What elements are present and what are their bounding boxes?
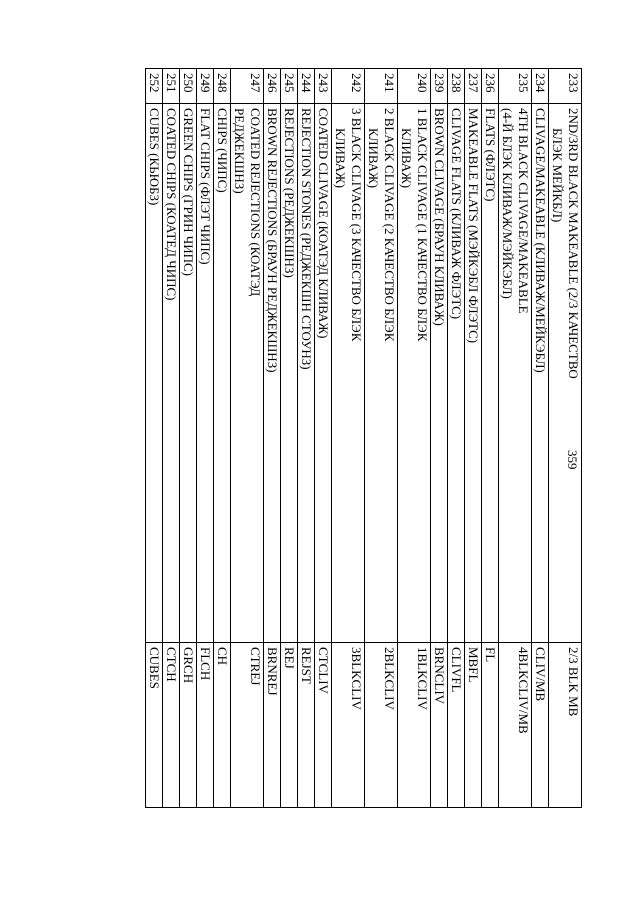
row-number: 252 (146, 69, 163, 104)
item-name: CLIVAGE FLATS (КЛИВАЖ ФЛЭТС) (448, 104, 465, 643)
empty-cell (549, 69, 566, 104)
row-number: 233 (565, 69, 582, 104)
item-code: 4BLKCLIV/MB (515, 643, 532, 808)
item-name: 2 BLACK CLIVAGE (2 КАЧЕСТВО БЛЭК (381, 104, 398, 643)
item-code: FLCH (197, 643, 214, 808)
empty-cell (499, 643, 516, 808)
table-row (315, 69, 332, 808)
row-number: 239 (431, 69, 448, 104)
item-name-continuation: РЕДЖЕКШНЗ) (231, 104, 248, 643)
item-code: 3BLKCLIV (348, 643, 365, 808)
table-row-continuation (365, 69, 382, 808)
item-name: REJECTION STONES (РЕДЖЕКШН СТОУНЗ) (298, 104, 315, 643)
item-name: BROWN CLIVAGE (БРАУН КЛИВАЖ) (431, 104, 448, 643)
table-row (465, 69, 482, 808)
item-code: BRNCLIV (431, 643, 448, 808)
empty-cell (365, 643, 382, 808)
table-row-continuation (398, 69, 415, 808)
item-code: GRCH (180, 643, 197, 808)
table-row (515, 69, 532, 808)
table-row (348, 69, 365, 808)
item-name: COATED CLIVAGE (КОАТЭД КЛИВАЖ) (315, 104, 332, 643)
item-name-continuation: (4-Й БЛЭК КЛИВАЖ/МЭЙКЭБЛ) (499, 104, 516, 643)
item-code: REJ (281, 643, 298, 808)
row-number: 241 (381, 69, 398, 104)
row-number: 236 (482, 69, 499, 104)
table-row-continuation (499, 69, 516, 808)
codes-table-body (146, 69, 582, 808)
table-row (146, 69, 163, 808)
table-row (197, 69, 214, 808)
table-row (448, 69, 465, 808)
item-code: CLIVFL (448, 643, 465, 808)
table-row (565, 69, 582, 808)
table-row (264, 69, 281, 808)
empty-cell (231, 69, 248, 104)
item-code: 1BLKCLIV (414, 643, 431, 808)
row-number: 246 (264, 69, 281, 104)
page-number: 359 (565, 450, 580, 470)
item-name: CHIPS (ЧИПС) (214, 104, 231, 643)
item-name-continuation: БЛЭК МЕЙКБЛ) (549, 104, 566, 643)
item-name: FLAT CHIPS (ФЛЭТ ЧИПС) (197, 104, 214, 643)
item-name: BROWN REJECTIONS (БРАУН РЕДЖЕКШНЗ) (264, 104, 281, 643)
table-row (281, 69, 298, 808)
item-name: FLATS (ФЛЭТС) (482, 104, 499, 643)
item-name-continuation: КЛИВАЖ) (398, 104, 415, 643)
table-row (431, 69, 448, 808)
row-number: 245 (281, 69, 298, 104)
item-name: MAKEABLE FLATS (МЭЙКЭБЛ ФЛЭТС) (465, 104, 482, 643)
empty-cell (398, 69, 415, 104)
document-table-container (42, 68, 582, 808)
item-name: COATED REJECTIONS (КОАТЭД (247, 104, 264, 643)
item-code: CTCLIV (315, 643, 332, 808)
table-row (163, 69, 180, 808)
empty-cell (365, 69, 382, 104)
row-number: 243 (315, 69, 332, 104)
table-row (247, 69, 264, 808)
row-number: 242 (348, 69, 365, 104)
item-name: 4TH BLACK CLIVAGE/MAKEABLE (515, 104, 532, 643)
table-row (414, 69, 431, 808)
row-number: 248 (214, 69, 231, 104)
item-name: COATED CHIPS (КОАТЕД ЧИПС) (163, 104, 180, 643)
item-code: CTCH (163, 643, 180, 808)
empty-cell (231, 643, 248, 808)
row-number: 234 (532, 69, 549, 104)
table-row (482, 69, 499, 808)
codes-table (145, 68, 582, 808)
table-row (381, 69, 398, 808)
row-number: 237 (465, 69, 482, 104)
item-name: REJECTIONS (РЕДЖЕКШНЗ) (281, 104, 298, 643)
row-number: 244 (298, 69, 315, 104)
item-name: CUBES (КЬЮБЗ) (146, 104, 163, 643)
item-code: 2/3 BLK MB (565, 643, 582, 808)
table-row (298, 69, 315, 808)
item-name: 1 BLACK CLIVAGE (1 КАЧЕСТВО БЛЭК (414, 104, 431, 643)
item-name: 2ND/3RD BLACK MAKEABLE (2/3 КАЧЕСТВО (565, 104, 582, 643)
empty-cell (499, 69, 516, 104)
empty-cell (332, 69, 349, 104)
item-name: 3 BLACK CLIVAGE (3 КАЧЕСТВО БЛЭК (348, 104, 365, 643)
table-row (214, 69, 231, 808)
table-row-continuation (231, 69, 248, 808)
table-row-continuation (332, 69, 349, 808)
item-name: GREEN CHIPS (ГРИН ЧИПС) (180, 104, 197, 643)
row-number: 249 (197, 69, 214, 104)
empty-cell (398, 643, 415, 808)
item-name-continuation: КЛИВАЖ) (365, 104, 382, 643)
item-code: BRNREJ (264, 643, 281, 808)
item-code: 2BLKCLIV (381, 643, 398, 808)
item-code: CLIV/MB (532, 643, 549, 808)
row-number: 251 (163, 69, 180, 104)
item-code: FL (482, 643, 499, 808)
table-row (532, 69, 549, 808)
item-code: MBFL (465, 643, 482, 808)
empty-cell (332, 643, 349, 808)
item-code: CH (214, 643, 231, 808)
table-row-continuation (549, 69, 566, 808)
row-number: 247 (247, 69, 264, 104)
row-number: 240 (414, 69, 431, 104)
item-code: CTREJ (247, 643, 264, 808)
item-name-continuation: КЛИВАЖ) (332, 104, 349, 643)
empty-cell (549, 643, 566, 808)
row-number: 250 (180, 69, 197, 104)
row-number: 238 (448, 69, 465, 104)
item-name: CLIVAGE/MAKEABLE (КЛИВАЖ/МЕЙКЭБЛ) (532, 104, 549, 643)
item-code: REJST (298, 643, 315, 808)
table-row (180, 69, 197, 808)
item-code: CUBES (146, 643, 163, 808)
row-number: 235 (515, 69, 532, 104)
